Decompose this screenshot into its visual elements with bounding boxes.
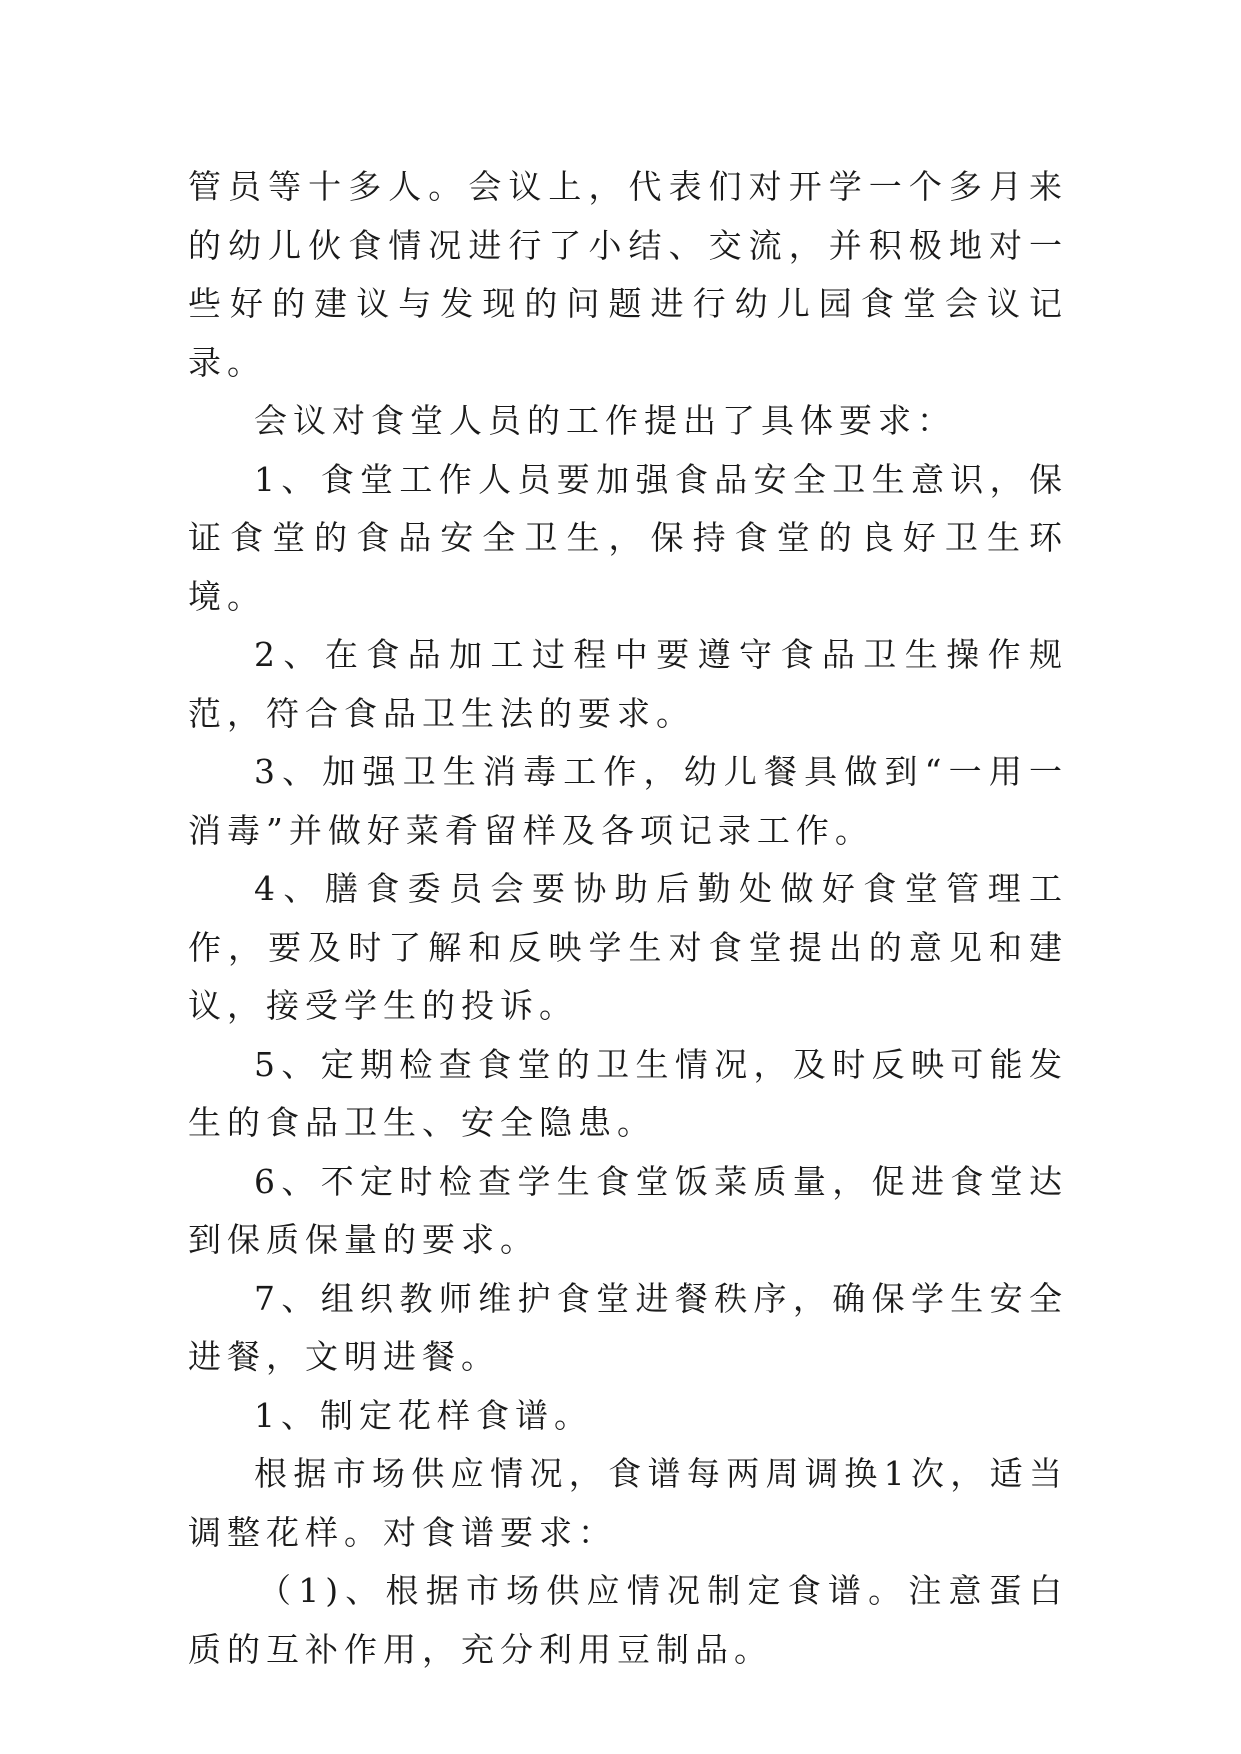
paragraph-intro: 管员等十多人。会议上，代表们对开学一个多月来的幼儿伙食情况进行了小结、交流，并积极地对一些好的建议与发现的问题进行幼儿园食堂会议记录。: [188, 167, 1068, 382]
paragraph-requirements-heading: 会议对食堂人员的工作提出了具体要求：: [254, 401, 956, 440]
paragraph-item-4: 4、膳食委员会要协助后勤处做好食堂管理工作，要及时了解和反映学生对食堂提出的意见和建议，接受学生的投诉。: [188, 869, 1068, 1025]
paragraph-item-1: 1、食堂工作人员要加强食品安全卫生意识，保证食堂的食品安全卫生，保持食堂的良好卫生环境。: [188, 459, 1068, 616]
paragraph-item-2: 2、在食品加工过程中要遵守食品卫生操作规范，符合食品卫生法的要求。: [188, 635, 1068, 733]
paragraph-item-6: 6、不定时检查学生食堂饭菜质量，促进食堂达到保质保量的要求。: [188, 1161, 1068, 1259]
paragraph-item-5: 5、定期检查食堂的卫生情况，及时反映可能发生的食品卫生、安全隐患。: [188, 1044, 1068, 1142]
document-body: [188, 158, 1068, 1679]
paragraph-menu-heading: 1、制定花样食谱。: [254, 1395, 593, 1435]
paragraph-menu-subitem-1: （1)、根据市场供应情况制定食谱。注意蛋白质的互补作用，充分利用豆制品。: [188, 1571, 1068, 1669]
paragraph-item-7: 7、组织教师维护食堂进餐秩序，确保学生安全进餐，文明进餐。: [188, 1278, 1068, 1376]
paragraph-menu-description: 根据市场供应情况，食谱每两周调换1次，适当调整花样。对食谱要求：: [188, 1454, 1068, 1552]
paragraph-item-3: 3、加强卫生消毒工作，幼儿餐具做到“一用一消毒”并做好菜肴留样及各项记录工作。: [188, 752, 1068, 850]
